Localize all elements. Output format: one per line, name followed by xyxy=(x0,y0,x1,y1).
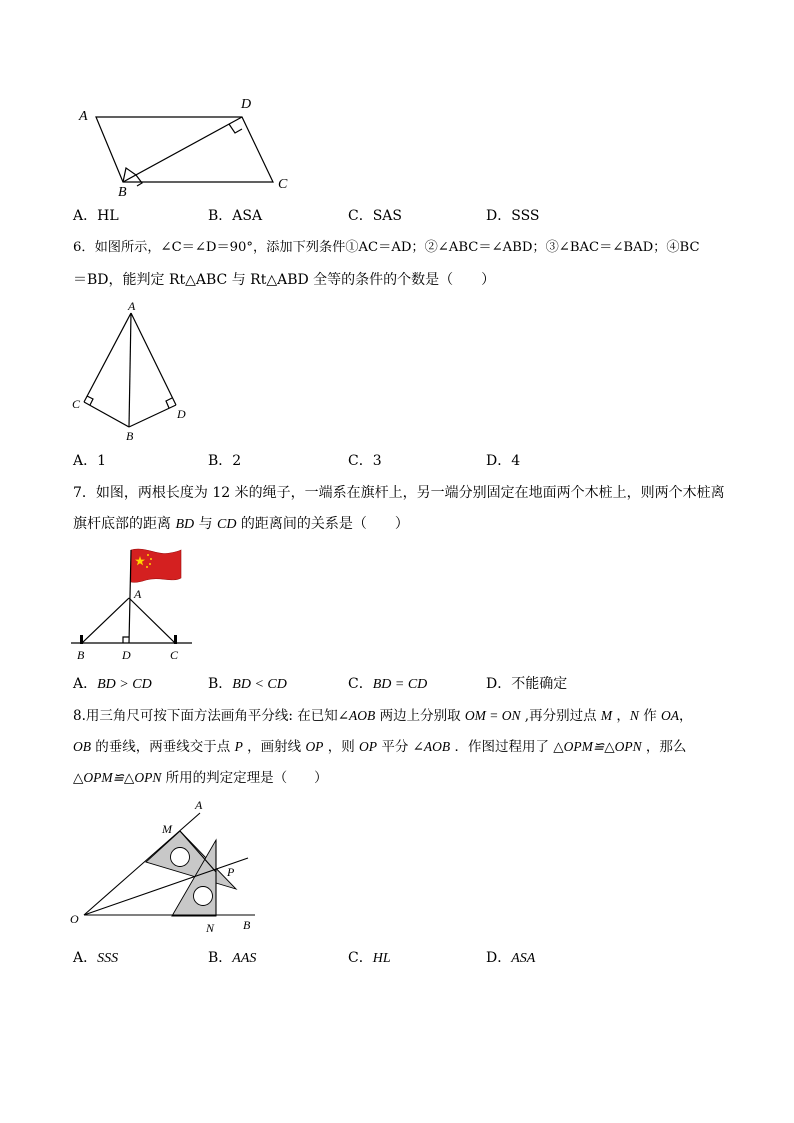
q8-option-d: D．ASA xyxy=(486,950,536,966)
label-C: C xyxy=(278,177,288,192)
q8-label-M: M xyxy=(162,822,172,836)
label-B: B xyxy=(118,185,127,200)
q6-label-A: A xyxy=(128,299,136,313)
q6-text-line2: ＝BD，能判定 Rt△ABC 与 Rt△ABD 全等的条件的个数是（ ） xyxy=(73,272,496,288)
label-A: A xyxy=(79,109,88,124)
q8-label-B: B xyxy=(243,918,251,932)
q7-label-D: D xyxy=(122,648,131,662)
q6-option-b: B．2 xyxy=(208,453,242,469)
label-D: D xyxy=(241,97,252,112)
q8-label-O: O xyxy=(70,912,79,926)
q7-text-line1: 7．如图，两根长度为 12 米的绳子，一端系在旗杆上，另一端分别固定在地面两个木桩上，则两个木桩离 xyxy=(73,485,725,501)
q7-label-C: C xyxy=(170,648,179,662)
q7-bd: BD xyxy=(175,517,195,532)
q8-text-line3: △OPM≌△OPN 所用的判定定理是（ ） xyxy=(73,770,328,786)
ruler-upper xyxy=(146,831,236,889)
q8-text-line1: 8.用三角尺可按下面方法画角平分线: 在已知∠AOB 两边上分别取 OM = ON ,再分别过点 M ，N 作 OA， xyxy=(73,708,693,724)
q6-text-line1: 6．如图所示，∠C＝∠D＝90°，添加下列条件①AC＝AD；②∠ABC＝∠ABD；③∠BAC＝∠BAD；④BC xyxy=(73,240,700,255)
option-d: D．SSS xyxy=(486,208,540,224)
q8-label-N: N xyxy=(206,921,215,935)
q6-label-D: D xyxy=(177,407,186,421)
q6-label-C: C xyxy=(72,397,81,411)
q7-label-A: A xyxy=(134,587,142,601)
q7-line2-post: 的距离间的关系是（ ） xyxy=(236,516,409,532)
q7-option-a: A．BD > CD xyxy=(73,676,152,692)
q8-option-b: B．AAS xyxy=(208,950,257,966)
q7-cd: CD xyxy=(217,517,237,532)
q7-line2-mid: 与 xyxy=(194,516,218,532)
q8-text-line2: OB 的垂线，两垂线交于点 P ，画射线 OP ，则 OP 平分 ∠AOB ．作图过程用了 △OPM≌△OPN ，那么 xyxy=(73,739,687,755)
q6-option-c: C．3 xyxy=(348,453,382,469)
q8-option-a: A．SSS xyxy=(73,950,119,966)
q7-option-d: D．不能确定 xyxy=(486,676,568,692)
q8-label-A: A xyxy=(195,798,203,812)
q6-option-d: D．4 xyxy=(486,453,521,469)
option-c: C．SAS xyxy=(348,208,403,224)
option-a: A．HL xyxy=(73,208,119,224)
option-b: B．ASA xyxy=(208,208,263,224)
q8-label-P: P xyxy=(227,865,235,879)
q6-option-a: A．1 xyxy=(73,453,107,469)
q7-label-B: B xyxy=(77,648,85,662)
q8-option-c: C．HL xyxy=(348,950,391,966)
q6-label-B: B xyxy=(126,429,134,443)
q7-option-c: C．BD = CD xyxy=(348,676,428,692)
q7-option-b: B．BD < CD xyxy=(208,676,287,692)
q7-line2-pre: 旗杆底部的距离 xyxy=(73,516,176,532)
